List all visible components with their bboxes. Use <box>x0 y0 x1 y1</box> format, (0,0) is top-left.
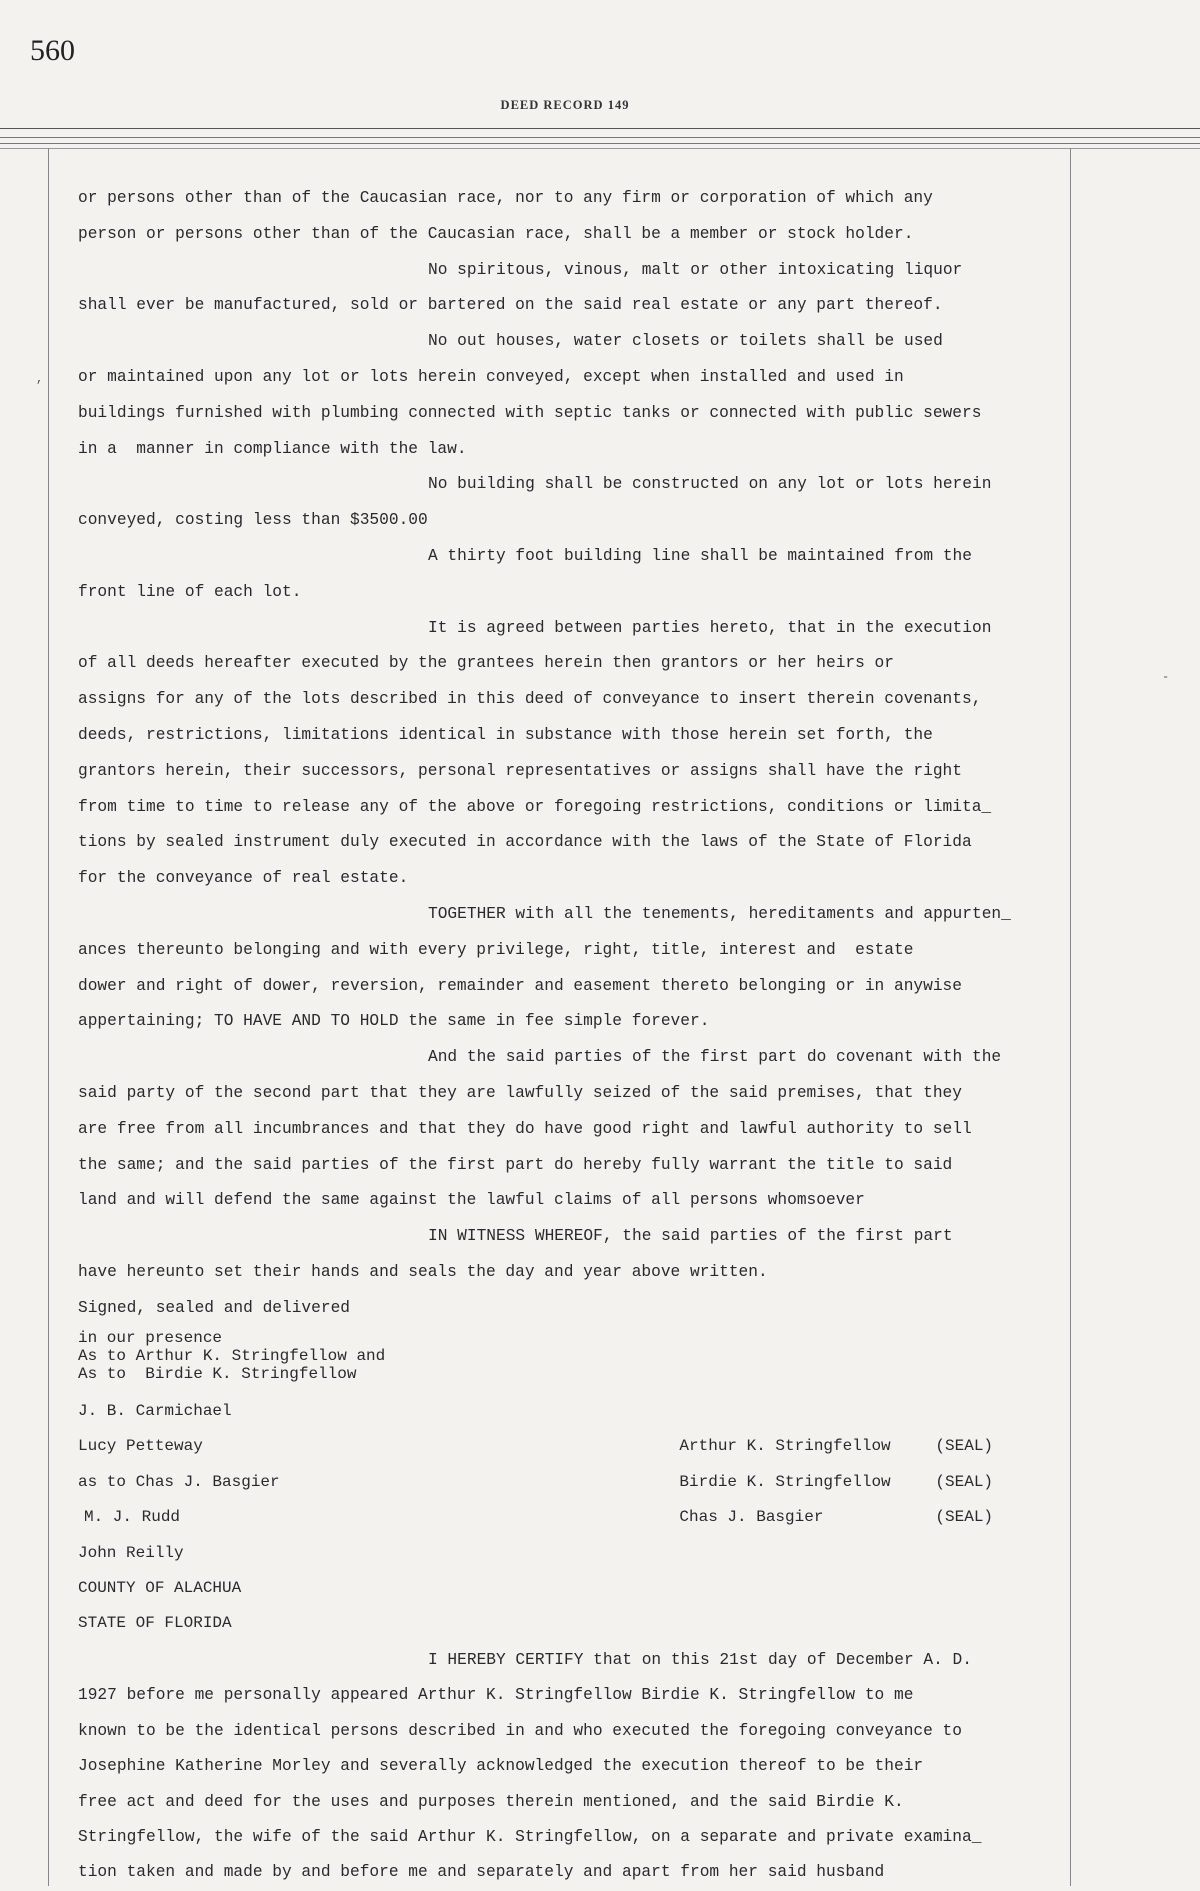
header-rule <box>0 143 1200 144</box>
deed-line: are free from all incumbrances and that they do have good right and lawful authority to sell <box>78 1119 972 1138</box>
deed-line: from time to time to release any of the above or foregoing restrictions, conditions or limita_ <box>78 797 992 816</box>
deed-line: have hereunto set their hands and seals the day and year above written. <box>78 1262 768 1281</box>
signature-name: Arthur K. Stringfellow <box>679 1437 891 1456</box>
deed-line: And the said parties of the first part do covenant with the <box>428 1048 1002 1067</box>
witness-name: J. B. Carmichael <box>78 1402 232 1420</box>
deed-line: TOGETHER with all the tenements, hereditaments and appurten_ <box>428 904 1011 923</box>
certificate-line: I HEREBY CERTIFY that on this 21st day of December A. D. <box>428 1651 972 1669</box>
signature-name: Birdie K. Stringfellow <box>679 1472 891 1491</box>
deed-line: person or persons other than of the Caucasian race, shall be a member or stock holder. <box>78 224 914 243</box>
deed-line: said party of the second part that they are lawfully seized of the said premises, that they <box>78 1083 962 1102</box>
margin-mark: - <box>1162 670 1170 684</box>
witness-header-line: As to Arthur K. Stringfellow and <box>78 1347 386 1365</box>
deed-line: front line of each lot. <box>78 582 302 601</box>
signature-name: Chas J. Basgier <box>679 1508 824 1527</box>
deed-line: No spiritous, vinous, malt or other intoxicating liquor <box>428 260 963 279</box>
header-rule <box>0 128 1200 129</box>
margin-mark: , <box>36 372 44 386</box>
witness-header <box>78 1329 385 1383</box>
deed-line: A thirty foot building line shall be maintained from the <box>428 546 972 565</box>
deed-line: No out houses, water closets or toilets shall be used <box>428 332 943 351</box>
deed-line: grantors herein, their successors, personal representatives or assigns shall have the right <box>78 761 962 780</box>
record-header-title: DEED RECORD 149 <box>500 98 630 112</box>
deed-line: No building shall be constructed on any lot or lots herein <box>428 475 992 494</box>
acknowledgment-certificate <box>78 1643 1068 1891</box>
deed-line: conveyed, costing less than $3500.00 <box>78 511 428 530</box>
witness-names <box>78 1394 280 1642</box>
header-rule <box>0 148 1200 149</box>
seal-label: (SEAL) <box>935 1472 994 1491</box>
signature-row <box>641 1394 994 1456</box>
deed-line: ances thereunto belonging and with every privilege, right, title, interest and estate <box>78 940 914 959</box>
deed-line: tions by sealed instrument duly executed in accordance with the laws of the State of Florida <box>78 833 972 852</box>
deed-line: Signed, sealed and delivered <box>78 1298 350 1317</box>
witness-name: M. J. Rudd <box>84 1508 181 1527</box>
certificate-line: 1927 before me personally appeared Arthur K. Stringfellow Birdie K. Stringfellow to me <box>78 1686 914 1705</box>
header-rule <box>0 137 1200 138</box>
certificate-line: tion taken and made by and before me and separately and apart from her said husband <box>78 1863 885 1882</box>
deed-body <box>78 181 1068 1327</box>
state-label: STATE OF FLORIDA <box>78 1614 232 1633</box>
deed-line: assigns for any of the lots described in this deed of conveyance to insert therein covenants, <box>78 690 982 709</box>
county-label: COUNTY OF ALACHUA <box>78 1578 242 1597</box>
deed-line: IN WITNESS WHEREOF, the said parties of the first part <box>428 1227 953 1246</box>
deed-line: of all deeds hereafter executed by the grantees herein then grantors or her heirs or <box>78 654 894 673</box>
deed-line: buildings furnished with plumbing connected with septic tanks or connected with public sewers <box>78 403 982 422</box>
deed-line: land and will defend the same against the lawful claims of all persons whomsoever <box>78 1191 865 1210</box>
certificate-line: known to be the identical persons described in and who executed the foregoing conveyance to <box>78 1721 962 1740</box>
deed-line: appertaining; TO HAVE AND TO HOLD the same in fee simple forever. <box>78 1012 710 1031</box>
certificate-line: Josephine Katherine Morley and severally acknowledged the execution thereof to be their <box>78 1757 924 1776</box>
page-number: 560 <box>30 34 75 67</box>
deed-line: deeds, restrictions, limitations identical in substance with those herein set forth, the <box>78 725 933 744</box>
deed-line: in a manner in compliance with the law. <box>78 439 467 458</box>
certificate-line: free act and deed for the uses and purposes therein mentioned, and the said Birdie K. <box>78 1792 904 1811</box>
certificate-line: Stringfellow, the wife of the said Arthur K. Stringfellow, on a separate and private examina_ <box>78 1827 982 1846</box>
grantor-signatures <box>641 1394 994 1527</box>
left-margin-line <box>48 148 49 1886</box>
deed-line: shall ever be manufactured, sold or bartered on the said real estate or any part thereof. <box>78 296 943 315</box>
deed-line: It is agreed between parties hereto, that in the execution <box>428 618 992 637</box>
deed-line: or maintained upon any lot or lots herein conveyed, except when installed and used in <box>78 367 904 386</box>
deed-line: the same; and the said parties of the first part do hereby fully warrant the title to said <box>78 1155 953 1174</box>
witness-header-line: in our presence <box>78 1329 223 1347</box>
deed-line: dower and right of dower, reversion, remainder and easement thereto belonging or in anywise <box>78 976 962 995</box>
deed-line: or persons other than of the Caucasian race, nor to any firm or corporation of which any <box>78 189 933 207</box>
witness-header-line: As to Birdie K. Stringfellow <box>78 1365 357 1383</box>
witness-name: John Reilly <box>78 1543 184 1562</box>
witness-name: as to Chas J. Basgier <box>78 1472 280 1491</box>
deed-line: for the conveyance of real estate. <box>78 869 409 888</box>
seal-label: (SEAL) <box>935 1437 994 1456</box>
seal-label: (SEAL) <box>935 1508 994 1527</box>
witness-name: Lucy Petteway <box>78 1437 203 1456</box>
right-margin-line <box>1070 148 1071 1886</box>
